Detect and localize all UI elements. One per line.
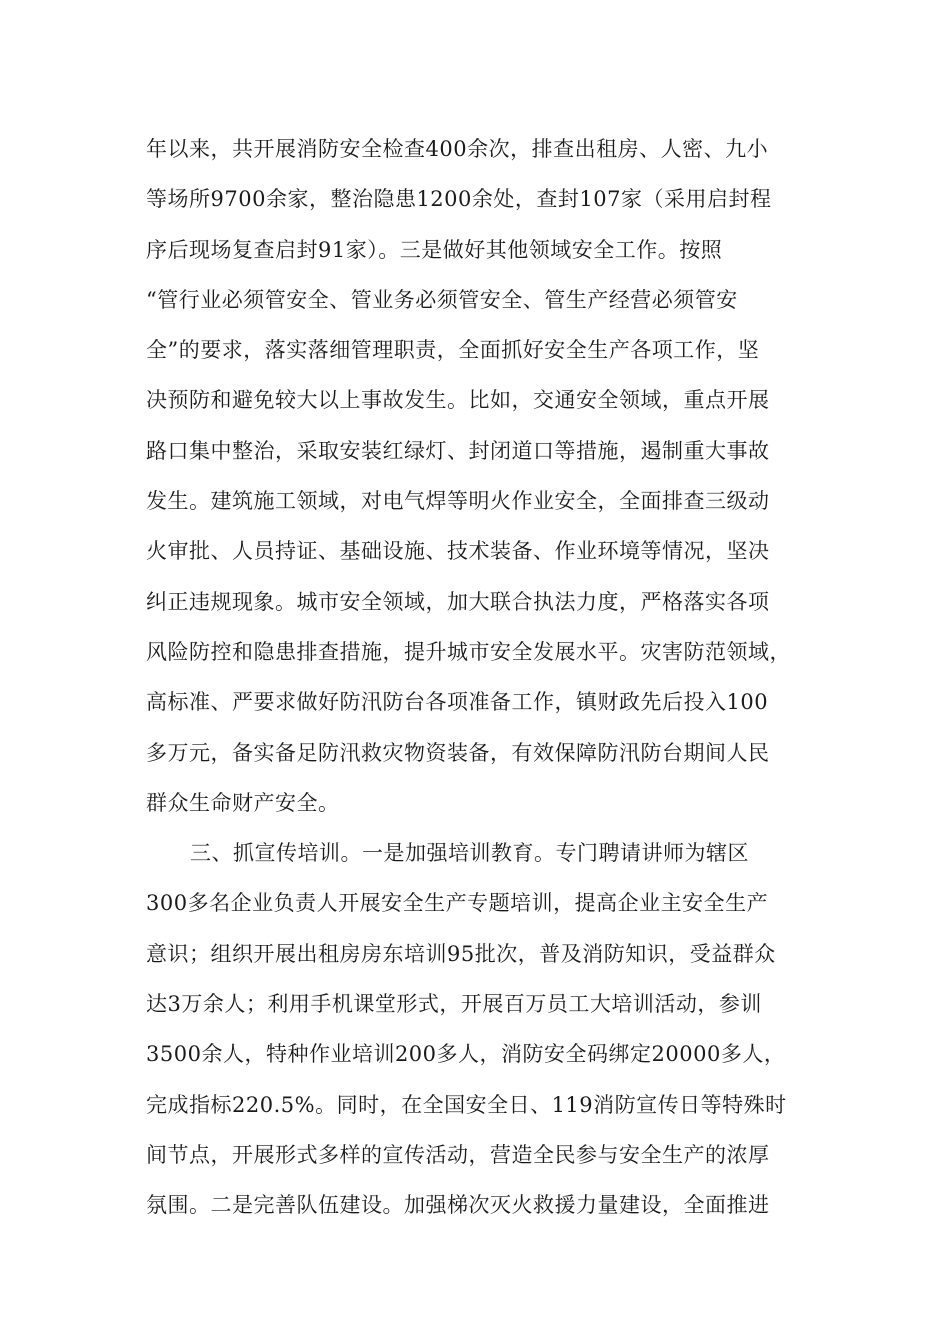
text-line: 纠正违规现象。城市安全领域，加大联合执法力度，严格落实各项 [146, 589, 770, 614]
text-line: 多万元，备实备足防汛救灾物资装备，有效保障防汛防台期间人民 [146, 740, 770, 765]
text-line: 高标准、严要求做好防汛防台各项准备工作，镇财政先后投入100 [146, 690, 769, 715]
text-line: 发生。建筑施工领域，对电气焊等明火作业安全，全面排查三级动 [146, 489, 770, 514]
text-line: 风险防控和隐患排查措施，提升城市安全发展水平。灾害防范领域， [146, 639, 791, 664]
text-line: 年以来，共开展消防安全检查400余次，排查出租房、人密、九小 [146, 137, 769, 161]
document-body [146, 124, 826, 1231]
text-line: 全”的要求，落实落细管理职责，全面抓好安全生产各项工作，坚 [146, 338, 760, 363]
text-line: “管行业必须管安全、管业务必须管安全、管生产经营必须管安 [146, 287, 738, 312]
text-line: 完成指标220.5%。同时，在全国安全日、119消防宣传日等特殊时 [146, 1092, 787, 1117]
text-line: 等场所9700余家，整治隐患1200余处，查封107家（采用启封程 [146, 187, 772, 212]
text-line: 间节点，开展形式多样的宣传活动，营造全民参与安全生产的浓厚 [146, 1142, 770, 1167]
text-line: 群众生命财产安全。 [146, 790, 340, 815]
text-line: 序后现场复查启封91家）。三是做好其他领域安全工作。按照 [146, 237, 723, 262]
text-line: 火审批、人员持证、基础设施、技术装备、作业环境等情况，坚决 [146, 539, 770, 564]
paragraph-start-line: 三、抓宣传培训。一是加强培训教育。专门聘请讲师为辖区 [190, 841, 749, 866]
text-line: 300多名企业负责人开展安全生产专题培训，提高企业主安全生产 [146, 891, 769, 916]
text-line: 路口集中整治，采取安装红绿灯、封闭道口等措施，遏制重大事故 [146, 438, 770, 463]
text-line: 达3万余人；利用手机课堂形式，开展百万员工大培训活动，参训 [146, 992, 762, 1017]
text-line: 3500余人，特种作业培训200多人，消防安全码绑定20000多人， [146, 1042, 786, 1067]
text-line: 决预防和避免较大以上事故发生。比如，交通安全领域，重点开展 [146, 388, 770, 413]
text-line: 氛围。二是完善队伍建设。加强梯次灭火救援力量建设，全面推进 [146, 1193, 770, 1218]
text-line: 意识；组织开展出租房房东培训95批次，普及消防知识，受益群众 [146, 941, 776, 966]
